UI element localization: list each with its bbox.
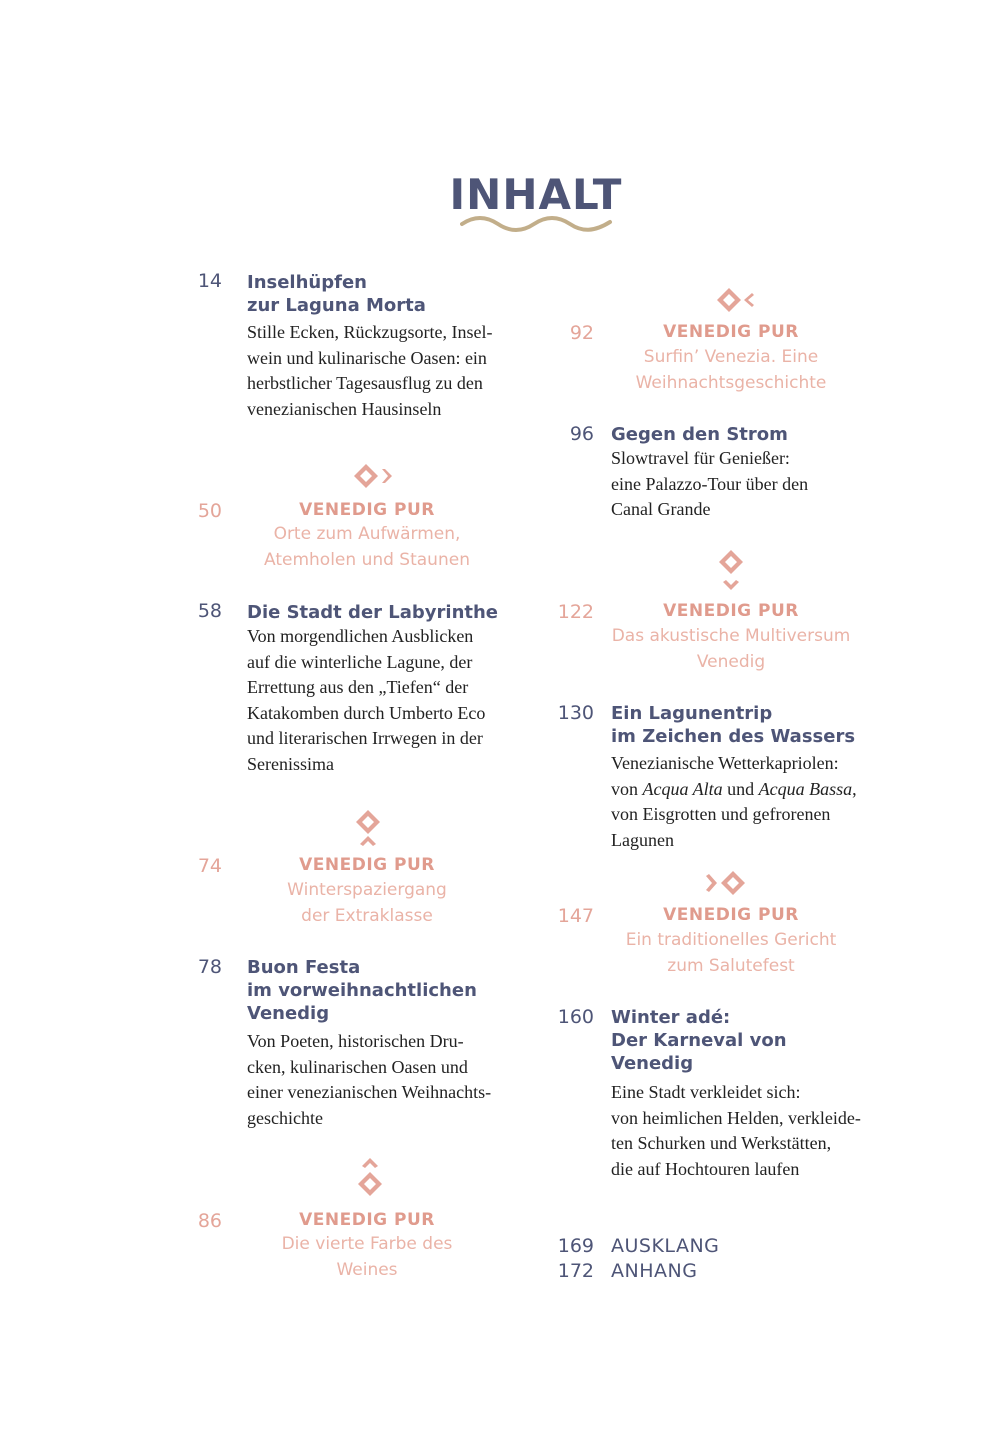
- page-number: 130: [557, 702, 594, 724]
- entry-description: Von morgendlichen Ausblicken auf die winterliche Lagune, der Errettung aus den „Tiefen“ der Katakomben durch Umberto Eco und literarischen Irrwegen in der Serenissima: [247, 626, 486, 774]
- page-number: 58: [197, 600, 222, 622]
- page-title: INHALT: [449, 170, 623, 219]
- ausklang-link[interactable]: AUSKLANG: [611, 1235, 720, 1257]
- entry-description: Von Poeten, historischen Dru- cken, kulinarischen Oasen und einer venezianischen Weihnachts- geschichte: [247, 1031, 492, 1128]
- page-number: 169: [557, 1235, 594, 1257]
- page-number: 147: [557, 905, 594, 927]
- venedig-pur-subtitle: Die vierte Farbe des Weines: [281, 1234, 453, 1280]
- venedig-pur-label[interactable]: VENEDIG PUR: [663, 322, 799, 342]
- diamond-chevron-left-icon: [704, 868, 748, 898]
- venedig-pur-label[interactable]: VENEDIG PUR: [663, 601, 799, 621]
- venedig-pur-label[interactable]: VENEDIG PUR: [299, 500, 435, 520]
- diamond-chevron-right-icon: [352, 462, 398, 490]
- entry-description: Slowtravel für Genießer: eine Palazzo-Tour über den Canal Grande: [611, 448, 809, 520]
- entry-description: Eine Stadt verkleidet sich: von heimlichen Helden, verkleide- ten Schurken und Werkstätten, die auf Hochtouren laufen: [611, 1082, 861, 1179]
- diamond-cross-down-icon: [353, 808, 383, 848]
- page-number: 92: [569, 322, 594, 344]
- diamond-chevron-down-icon: [716, 548, 746, 594]
- diamond-chevron-up-icon: [355, 1156, 385, 1200]
- venedig-pur-subtitle: Orte zum Aufwärmen, Atemholen und Staunen: [264, 524, 470, 570]
- page-number: 14: [197, 270, 222, 292]
- entry-title[interactable]: Winter adé: Der Karneval von Venedig: [611, 1007, 787, 1074]
- venedig-pur-subtitle: Winterspaziergang der Extraklasse: [287, 880, 447, 926]
- entry-title[interactable]: Ein Lagunentrip im Zeichen des Wassers: [611, 703, 856, 747]
- entry-title[interactable]: Gegen den Strom: [611, 424, 788, 445]
- page-number: 50: [197, 500, 222, 522]
- venedig-pur-subtitle: Surfin’ Venezia. Eine Weihnachtsgeschichte: [635, 347, 827, 393]
- venedig-pur-label[interactable]: VENEDIG PUR: [663, 905, 799, 925]
- venedig-pur-subtitle: Ein traditionelles Gericht zum Salutefest: [625, 930, 837, 976]
- wave-ornament-icon: [460, 214, 614, 234]
- entry-description: Stille Ecken, Rückzugsorte, Insel- wein und kulinarische Oasen: ein herbstlicher Tagesausflug zu den venezianischen Hausinseln: [247, 322, 493, 419]
- venedig-pur-label[interactable]: VENEDIG PUR: [299, 1210, 435, 1230]
- entry-title[interactable]: Inselhüpfen zur Laguna Morta: [247, 272, 426, 316]
- page-number: 122: [557, 601, 594, 623]
- page-number: 160: [557, 1006, 594, 1028]
- venedig-pur-label[interactable]: VENEDIG PUR: [299, 855, 435, 875]
- venedig-pur-subtitle: Das akustische Multiversum Venedig: [611, 626, 851, 672]
- entry-title[interactable]: Buon Festa im vorweihnachtlichen Venedig: [247, 957, 477, 1024]
- page-number: 74: [197, 855, 222, 877]
- entry-title[interactable]: Die Stadt der Labyrinthe: [247, 602, 499, 623]
- page-number: 172: [557, 1260, 594, 1282]
- anhang-link[interactable]: ANHANG: [611, 1260, 698, 1282]
- diamond-fish-left-icon: [714, 285, 756, 315]
- entry-description: Venezianische Wetterkapriolen: von Acqua Alta und Acqua Bassa, von Eisgrotten und gefrorenen Lagunen: [611, 753, 857, 850]
- page-number: 86: [197, 1210, 222, 1232]
- page-number: 96: [569, 423, 594, 445]
- page-number: 78: [197, 956, 222, 978]
